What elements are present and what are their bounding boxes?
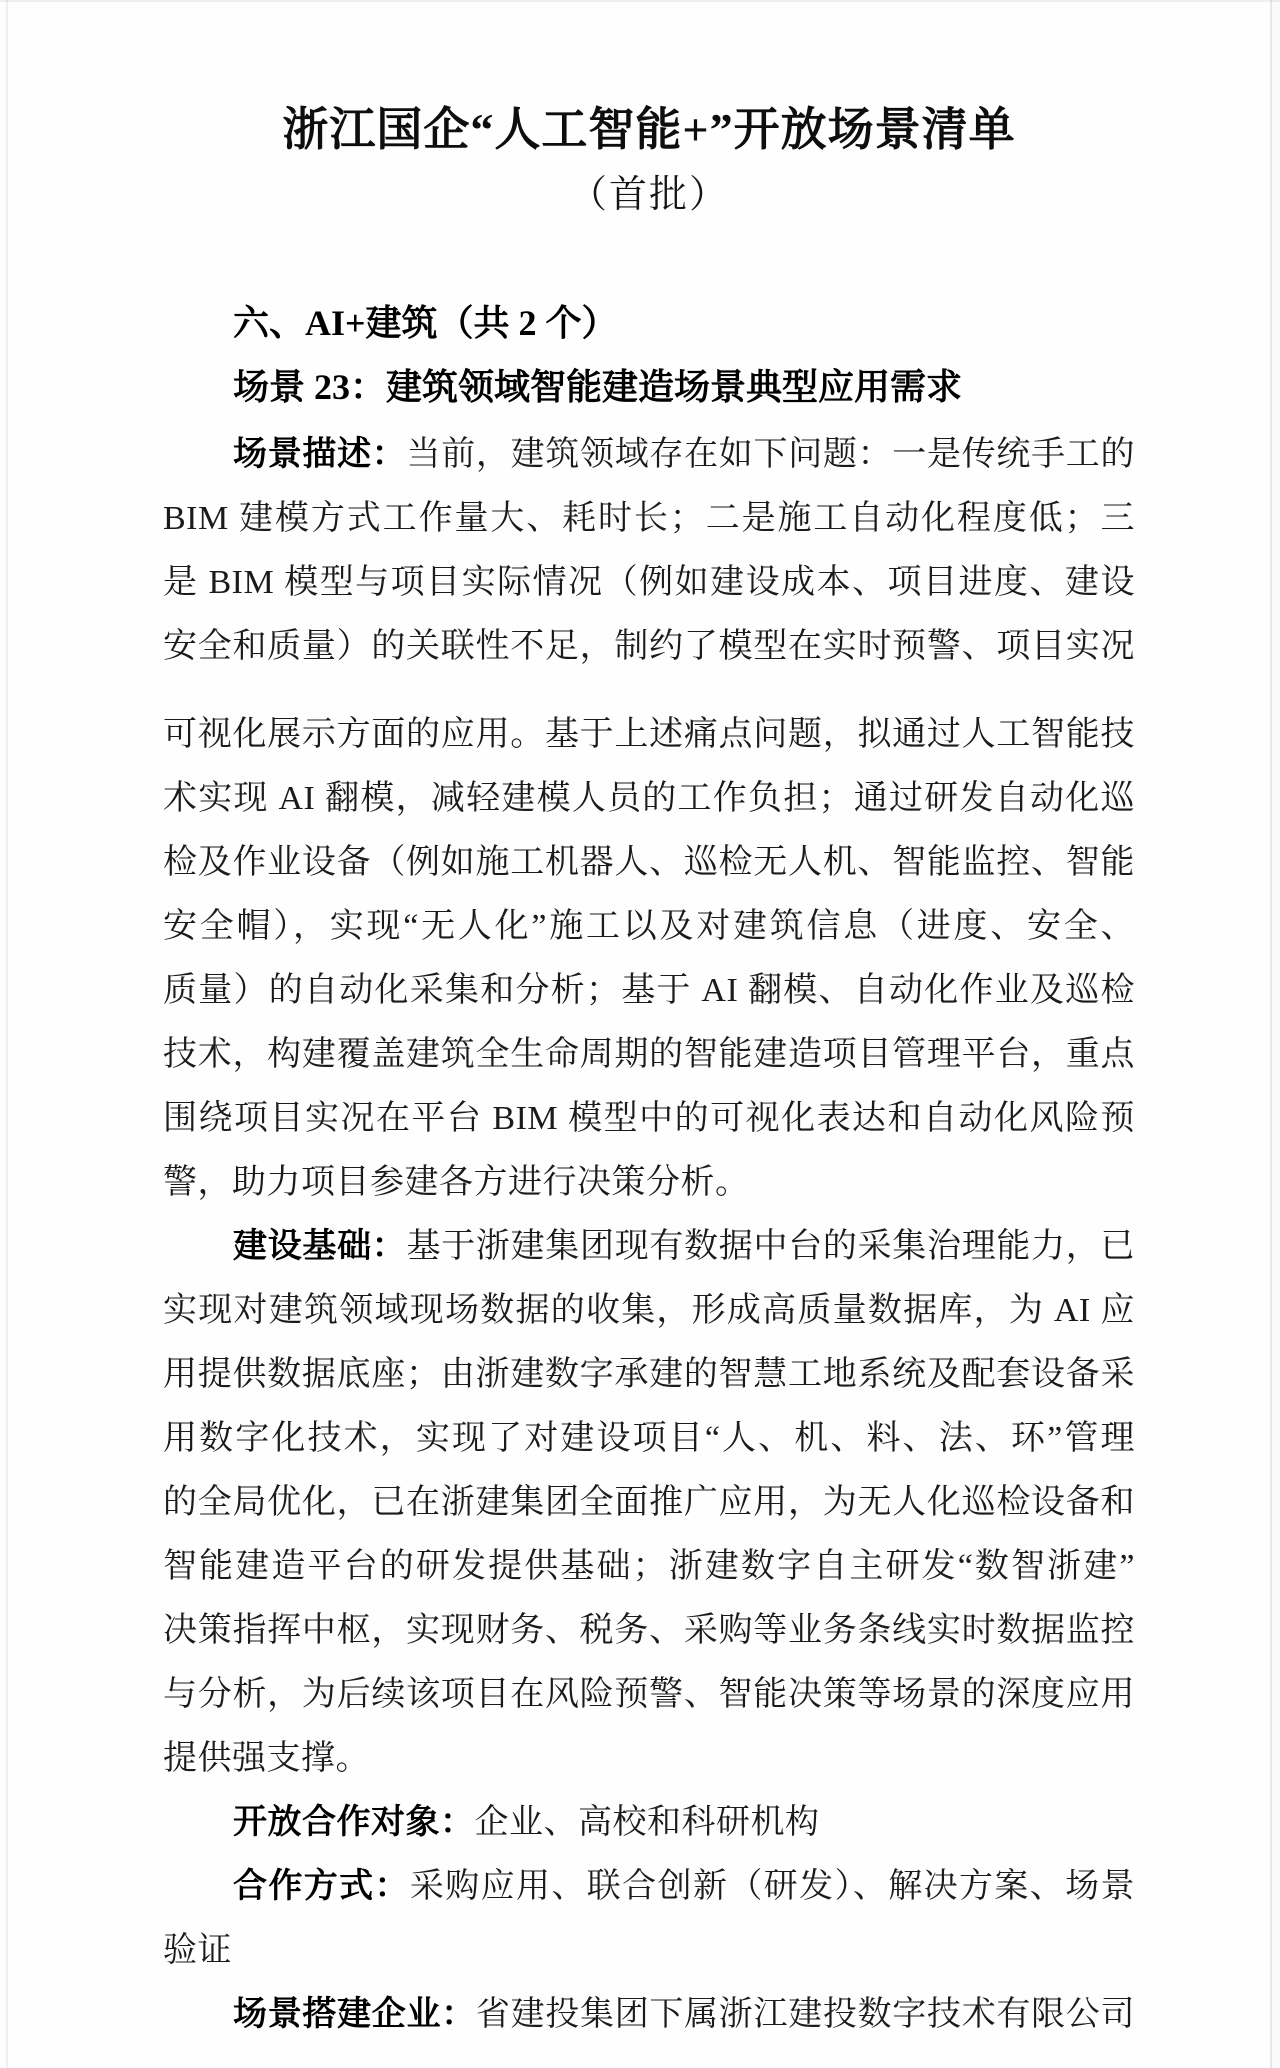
document-subtitle: （首批） bbox=[568, 174, 729, 216]
line-text: BIM 建模方式工作量大、耗时长；二是施工自动化程度低；三 bbox=[163, 500, 1135, 537]
line-text: 实现对建筑领域现场数据的收集，形成高质量数据库，为 AI 应 bbox=[163, 1292, 1135, 1329]
text-line bbox=[163, 487, 1135, 551]
field-label: 合作方式： bbox=[233, 1868, 410, 1905]
line-text: 采购应用、联合创新（研发）、解决方案、场景 bbox=[409, 1868, 1136, 1905]
text-line bbox=[163, 1983, 1135, 2047]
line-text: 检及作业设备（例如施工机器人、巡检无人机、智能监控、智能 bbox=[163, 844, 1135, 881]
line-text: 安全和质量）的关联性不足，制约了模型在实时预警、项目实况 bbox=[163, 628, 1135, 665]
line-text: 决策指挥中枢，实现财务、税务、采购等业务条线实时数据监控 bbox=[163, 1612, 1135, 1649]
text-line bbox=[163, 703, 1135, 767]
line-text: 用提供数据底座；由浙建数字承建的智慧工地系统及配套设备采 bbox=[163, 1356, 1135, 1393]
line-text: 可视化展示方面的应用。基于上述痛点问题，拟通过人工智能技 bbox=[163, 716, 1135, 753]
line-text: 术实现 AI 翻模，减轻建模人员的工作负担；通过研发自动化巡 bbox=[163, 780, 1135, 817]
text-line bbox=[163, 1087, 1135, 1151]
line-text: 质量）的自动化采集和分析；基于 AI 翻模、自动化作业及巡检 bbox=[163, 972, 1135, 1009]
line-text: 技术，构建覆盖建筑全生命周期的智能建造项目管理平台，重点 bbox=[163, 1036, 1135, 1073]
line-text: 当前，建筑领域存在如下问题：一是传统手工的 bbox=[406, 436, 1135, 473]
document-content bbox=[163, 0, 1135, 2047]
text-line bbox=[163, 1343, 1135, 1407]
text-line bbox=[163, 1727, 1135, 1791]
field-label: 场景描述： bbox=[233, 436, 407, 473]
text-line bbox=[163, 615, 1135, 679]
line-text: 企业、高校和科研机构 bbox=[474, 1804, 820, 1841]
text-line bbox=[163, 1471, 1135, 1535]
line-text: 用数字化技术，实现了对建设项目“人、机、料、法、环”管理 bbox=[163, 1420, 1135, 1457]
line-text: 与分析，为后续该项目在风险预警、智能决策等场景的深度应用 bbox=[163, 1676, 1135, 1713]
text-line bbox=[163, 895, 1135, 959]
text-line bbox=[163, 1407, 1135, 1471]
line-text: 围绕项目实况在平台 BIM 模型中的可视化表达和自动化风险预 bbox=[163, 1100, 1135, 1137]
text-line bbox=[163, 1279, 1135, 1343]
section-heading-ai-construction: 六、AI+建筑（共 2 个） bbox=[233, 303, 618, 343]
line-text: 的全局优化，已在浙建集团全面推广应用，为无人化巡检设备和 bbox=[163, 1484, 1135, 1521]
text-line bbox=[163, 1023, 1135, 1087]
line-text: 是 BIM 模型与项目实际情况（例如建设成本、项目进度、建设 bbox=[163, 564, 1135, 601]
text-line bbox=[163, 1599, 1135, 1663]
document-body bbox=[163, 423, 1135, 2047]
document-title: 浙江国企“人工智能+”开放场景清单 bbox=[282, 104, 1016, 155]
text-line bbox=[163, 1151, 1135, 1215]
line-text: 基于浙建集团现有数据中台的采集治理能力，已 bbox=[406, 1228, 1135, 1265]
field-label: 开放合作对象： bbox=[233, 1804, 475, 1841]
line-text: 安全帽），实现“无人化”施工以及对建筑信息（进度、安全、 bbox=[163, 908, 1135, 945]
line-text: 验证 bbox=[163, 1932, 232, 1969]
text-line bbox=[163, 423, 1135, 487]
page-edge-left bbox=[6, 0, 8, 2068]
text-line bbox=[163, 1663, 1135, 1727]
text-line bbox=[163, 1791, 1135, 1855]
text-line bbox=[163, 1535, 1135, 1599]
line-text: 省建投集团下属浙江建投数字技术有限公司 bbox=[475, 1996, 1136, 2033]
text-line bbox=[163, 1215, 1135, 1279]
line-text: 警，助力项目参建各方进行决策分析。 bbox=[163, 1164, 750, 1201]
field-label: 建设基础： bbox=[233, 1228, 407, 1265]
line-text: 提供强支撑。 bbox=[163, 1740, 370, 1777]
text-line bbox=[163, 1919, 1135, 1983]
text-line bbox=[163, 831, 1135, 895]
text-line bbox=[163, 1855, 1135, 1919]
scene-23-heading: 场景 23：建筑领域智能建造场景典型应用需求 bbox=[233, 367, 963, 407]
line-text: 智能建造平台的研发提供基础；浙建数字自主研发“数智浙建” bbox=[163, 1548, 1135, 1585]
field-label: 场景搭建企业： bbox=[233, 1996, 476, 2033]
text-line bbox=[163, 551, 1135, 615]
text-line bbox=[163, 767, 1135, 831]
text-line bbox=[163, 959, 1135, 1023]
page-edge-shade bbox=[1272, 0, 1280, 2068]
